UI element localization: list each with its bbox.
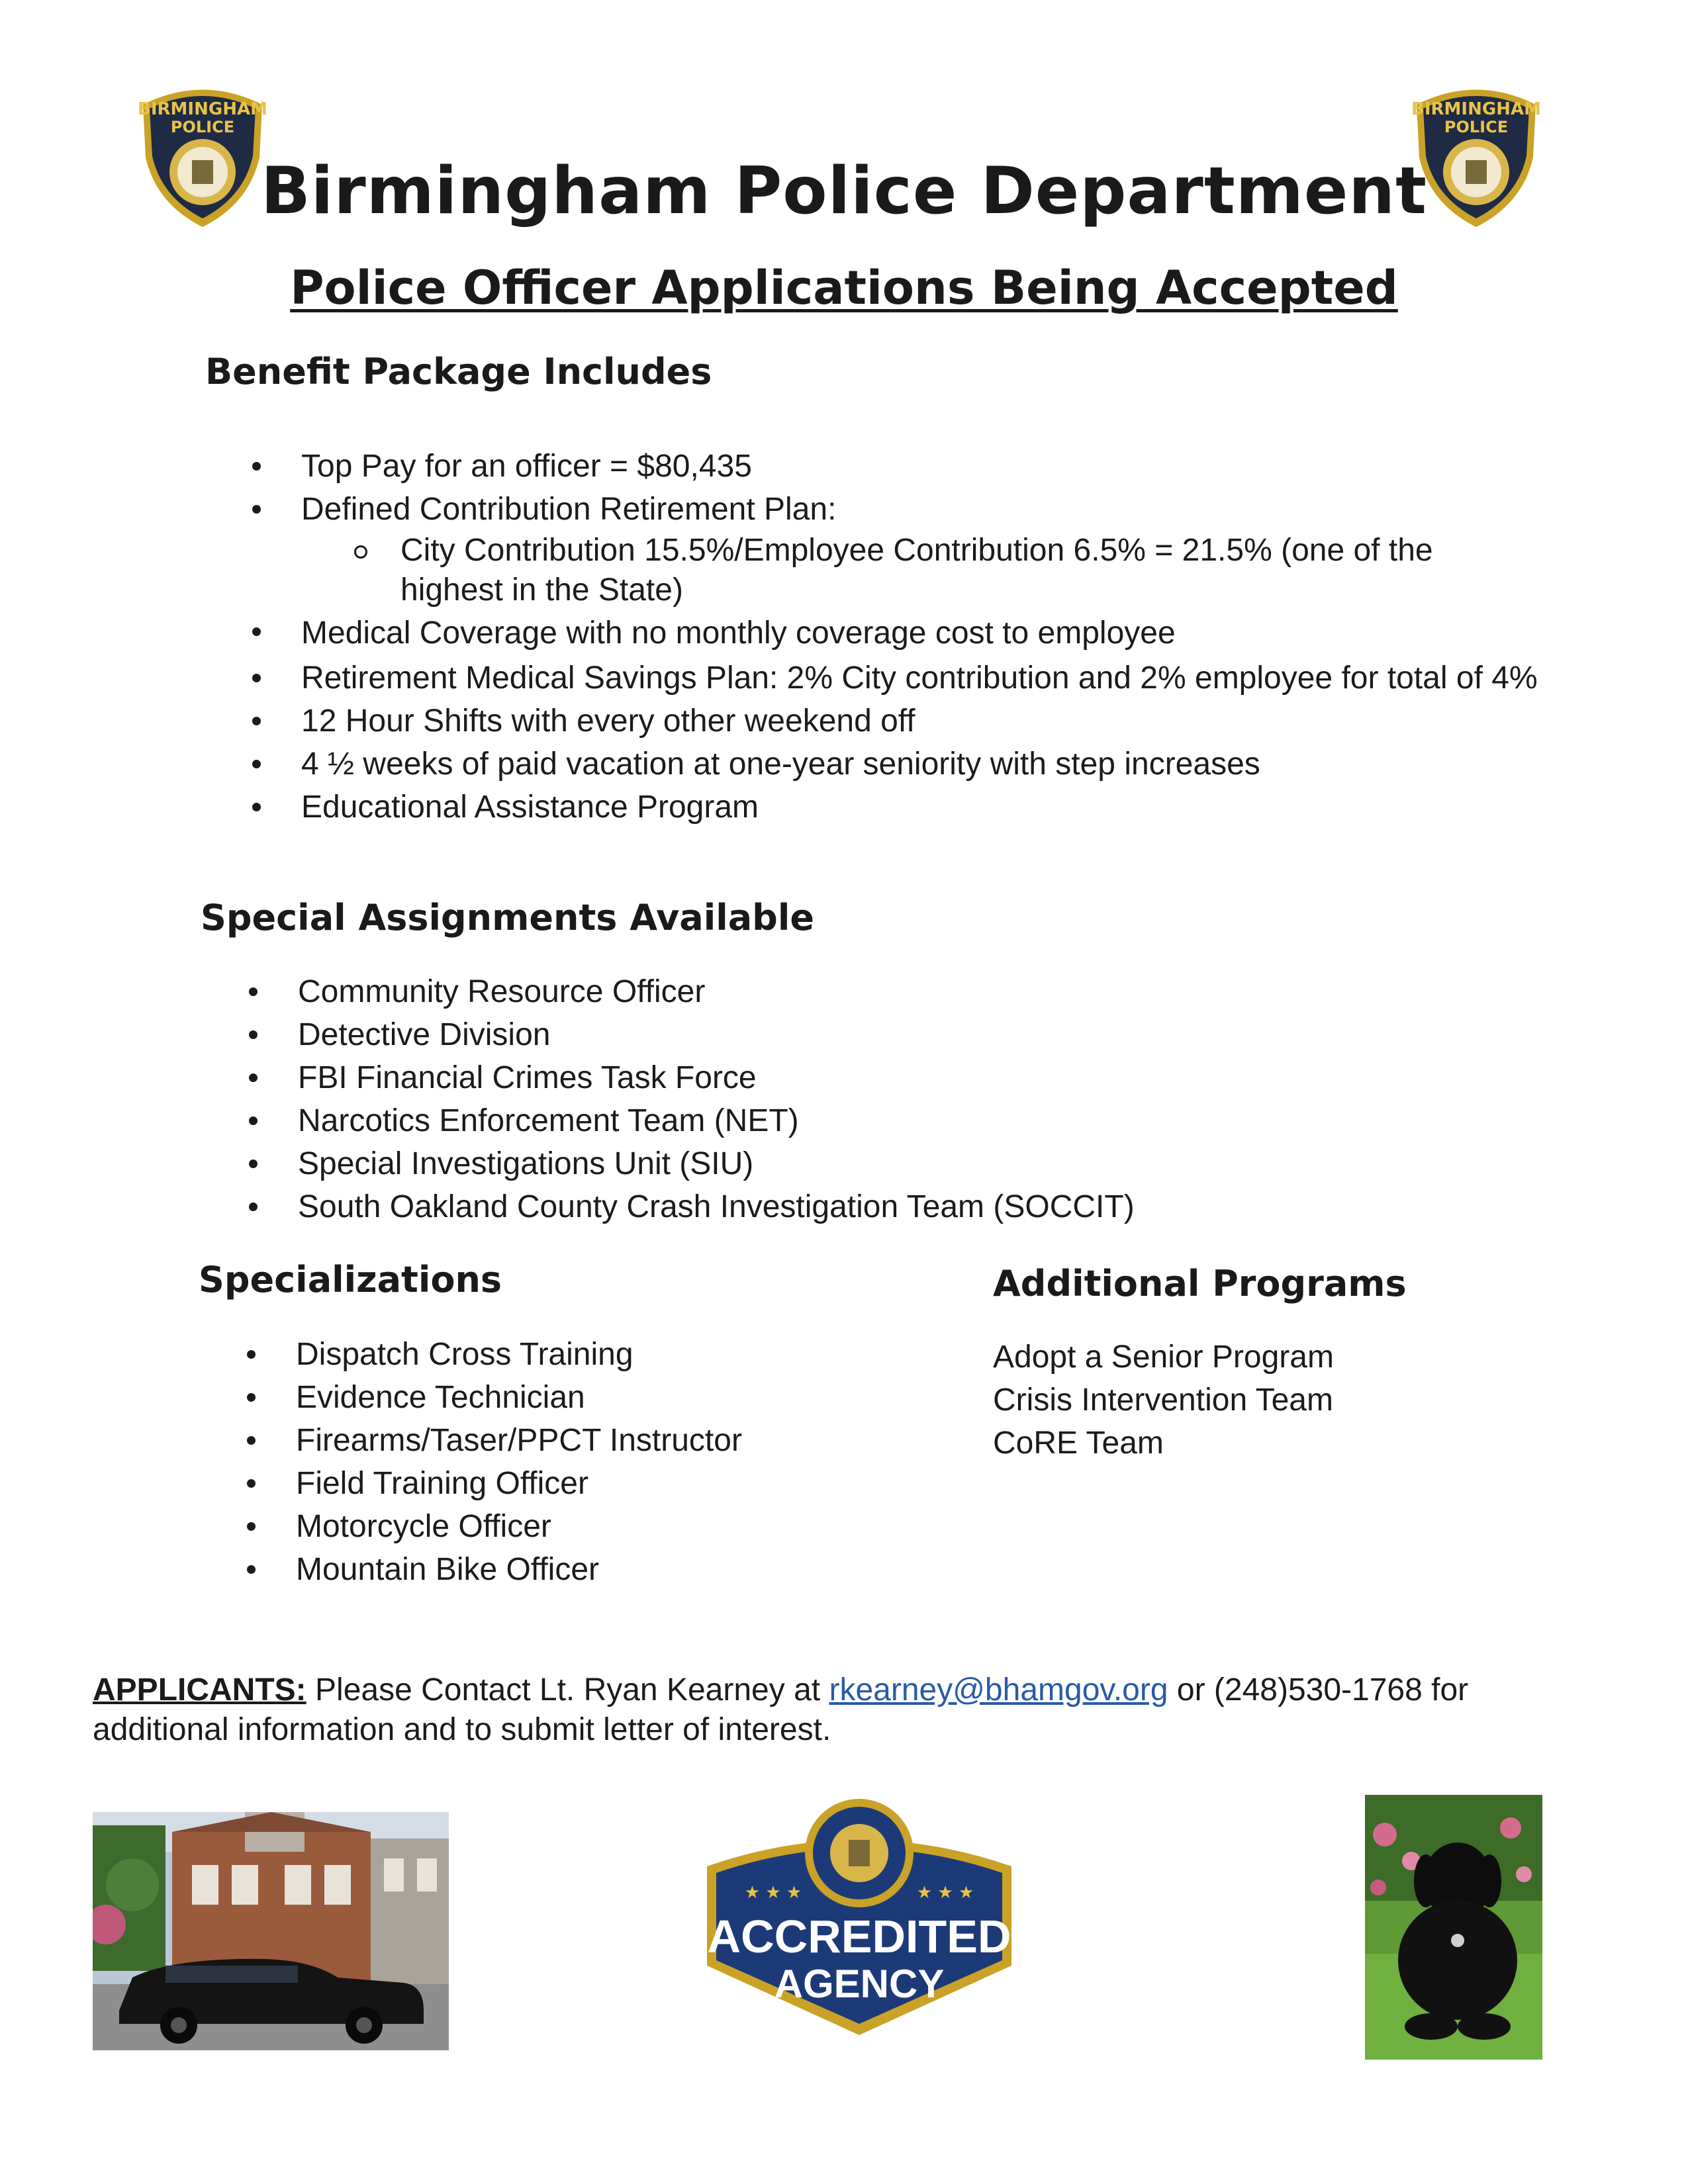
contact-text-after: or (248)530-1768 for additional information and to submit letter of interest. [93, 1672, 1469, 1747]
list-item [301, 488, 1546, 610]
benefits-heading: Benefit Package Includes [205, 351, 712, 392]
subtitle-text: Police Officer Applications Being Accepted [290, 261, 1398, 315]
list-item: Top Pay for an officer = $80,435 [301, 445, 1546, 488]
list-item: Motorcycle Officer [296, 1505, 958, 1548]
list-item: Evidence Technician [296, 1376, 958, 1419]
list-item: 4 ½ weeks of paid vacation at one-year seniority with step increases [301, 743, 1546, 786]
page-title: Birmingham Police Department [261, 154, 1427, 229]
list-item: Narcotics Enforcement Team (NET) [298, 1099, 1489, 1142]
special-heading: Special Assignments Available [201, 897, 814, 938]
list-item: Detective Division [298, 1013, 1489, 1056]
stars-left: ★ ★ ★ [744, 1883, 802, 1903]
badge-mid-text: POLICE [170, 118, 235, 136]
sub-list [301, 531, 1546, 610]
list-item: Mountain Bike Officer [296, 1548, 958, 1591]
list-item: Retirement Medical Savings Plan: 2% City contribution and 2% employee for total of 4% [301, 657, 1552, 700]
programs-list [993, 1336, 1523, 1465]
benefits-list [301, 445, 1546, 829]
programs-heading: Additional Programs [993, 1263, 1407, 1304]
list-item: Crisis Intervention Team [993, 1383, 1333, 1418]
list-item: Dispatch Cross Training [296, 1333, 958, 1376]
email-link[interactable]: rkearney@bhamgov.org [829, 1672, 1168, 1707]
list-item: Educational Assistance Program [301, 786, 1546, 829]
list-item: Community Resource Officer [298, 970, 1489, 1013]
police-station-photo [93, 1812, 449, 2050]
badge-mid-text: POLICE [1444, 118, 1509, 136]
applicants-label: APPLICANTS: [93, 1672, 306, 1707]
badge-top-text: BIRMINGHAM [138, 99, 267, 119]
list-item: Medical Coverage with no monthly coverage cost to employee [301, 610, 1546, 657]
applicants-contact [93, 1670, 1549, 1750]
list-item: Firearms/Taser/PPCT Instructor [296, 1419, 958, 1462]
list-item: South Oakland County Crash Investigation Team (SOCCIT) [298, 1185, 1489, 1228]
list-item: CoRE Team [993, 1426, 1164, 1461]
specializations-list [296, 1333, 958, 1591]
list-item: FBI Financial Crimes Task Force [298, 1056, 1489, 1099]
special-list [298, 970, 1489, 1228]
k9-dog-photo [1365, 1795, 1542, 2060]
list-item: Adopt a Senior Program [993, 1340, 1334, 1375]
page-subtitle [0, 261, 1688, 315]
list-item: 12 Hour Shifts with every other weekend off [301, 700, 1546, 743]
list-item: Special Investigations Unit (SIU) [298, 1142, 1489, 1185]
accredited-line2: AGENCY [774, 1962, 945, 2006]
sub-list-item: City Contribution 15.5%/Employee Contribution 6.5% = 21.5% (one of the highest in the State) [400, 531, 1526, 610]
list-item-text: Defined Contribution Retirement Plan: [301, 492, 837, 527]
list-item: Field Training Officer [296, 1462, 958, 1505]
stars-right: ★ ★ ★ [916, 1883, 974, 1903]
badge-top-text: BIRMINGHAM [1411, 99, 1541, 119]
contact-text-before: Please Contact Lt. Ryan Kearney at [306, 1672, 829, 1707]
accredited-line1: ACCREDITED [707, 1911, 1011, 1962]
specializations-heading: Specializations [199, 1259, 502, 1300]
accredited-agency-badge [687, 1787, 1031, 2038]
